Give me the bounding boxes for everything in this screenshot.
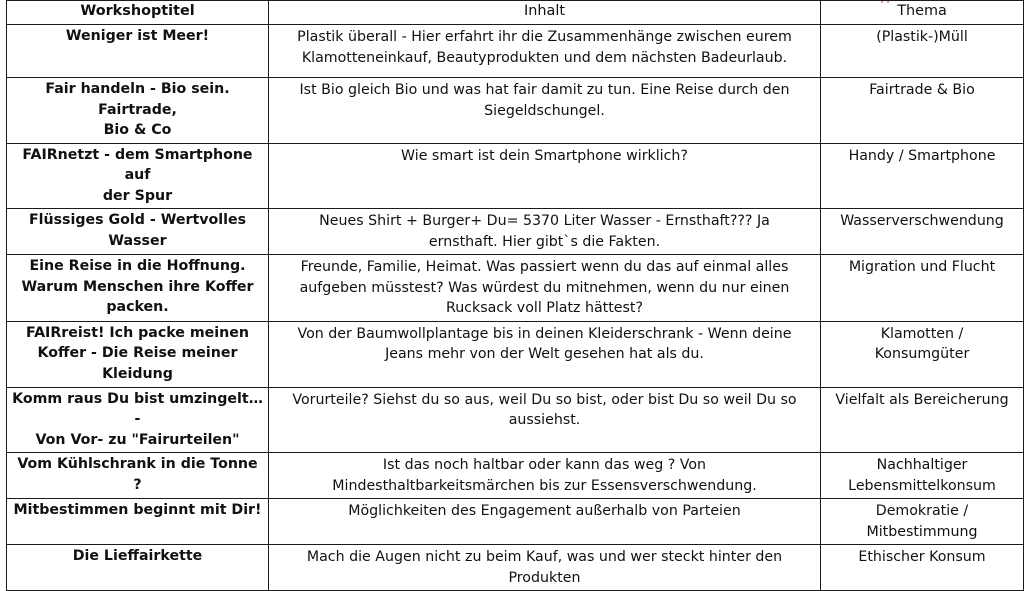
workshop-topic: Wasserverschwendung: [821, 209, 1024, 255]
workshop-content: Freunde, Familie, Heimat. Was passiert wenn du das auf einmal alles aufgeben müsstest? Was würdest du mitnehmen, wenn du nur einen Rucksack voll Platz hättest?: [269, 255, 821, 322]
workshop-title: Weniger ist Meer!: [7, 25, 269, 78]
workshop-title: Eine Reise in die Hoffnung. Warum Menschen ihre Koffer packen.: [7, 255, 269, 322]
workshop-topic: Vielfalt als Bereicherung: [821, 387, 1024, 453]
table-row: [7, 453, 1024, 499]
workshop-table-container: [6, 0, 1023, 591]
table-row: [7, 143, 1024, 209]
workshop-content: Plastik überall - Hier erfahrt ihr die Zusammenhänge zwischen eurem Klamotteneinkauf, Beautyprodukten und dem nächsten Badeurlaub.: [269, 25, 821, 78]
table-row: [7, 209, 1024, 255]
workshop-content: Mach die Augen nicht zu beim Kauf, was und wer steckt hinter den Produkten: [269, 545, 821, 591]
workshop-content: Ist Bio gleich Bio und was hat fair damit zu tun. Eine Reise durch den Siegeldschungel.: [269, 78, 821, 144]
workshop-topic: Nachhaltiger Lebensmittelkonsum: [821, 453, 1024, 499]
table-row: [7, 499, 1024, 545]
workshop-content: Vorurteile? Siehst du so aus, weil Du so bist, oder bist Du so weil Du so aussiehst.: [269, 387, 821, 453]
workshop-topic: (Plastik-)Müll: [821, 25, 1024, 78]
table-row: [7, 255, 1024, 322]
workshop-content: Ist das noch haltbar oder kann das weg ? Von Mindesthaltbarkeitsmärchen bis zur Essensverschwendung.: [269, 453, 821, 499]
header-row: [7, 1, 1024, 25]
workshop-content: Wie smart ist dein Smartphone wirklich?: [269, 143, 821, 209]
header-thema: Thema: [821, 1, 1024, 25]
workshop-topic: Migration und Flucht: [821, 255, 1024, 322]
workshop-content: Neues Shirt + Burger+ Du= 5370 Liter Wasser - Ernsthaft??? Ja ernsthaft. Hier gibt`s die Fakten.: [269, 209, 821, 255]
workshop-title: Mitbestimmen beginnt mit Dir!: [7, 499, 269, 545]
workshop-topic: Handy / Smartphone: [821, 143, 1024, 209]
table-row: [7, 545, 1024, 591]
workshop-title: Die Lieffairkette: [7, 545, 269, 591]
table-row: [7, 25, 1024, 78]
workshop-title: Flüssiges Gold - Wertvolles Wasser: [7, 209, 269, 255]
table-row: [7, 78, 1024, 144]
table-row: [7, 321, 1024, 387]
workshop-title: Fair handeln - Bio sein. Fairtrade, Bio & Co: [7, 78, 269, 144]
workshop-topic: Klamotten / Konsumgüter: [821, 321, 1024, 387]
workshop-content: Möglichkeiten des Engagement außerhalb von Parteien: [269, 499, 821, 545]
workshop-title: FAIRnetzt - dem Smartphone auf der Spur: [7, 143, 269, 209]
workshop-topic: Demokratie / Mitbestimmung: [821, 499, 1024, 545]
workshop-title: Komm raus Du bist umzingelt… - Von Vor- zu "Fairurteilen": [7, 387, 269, 453]
workshop-topic: Fairtrade & Bio: [821, 78, 1024, 144]
table-row: [7, 387, 1024, 453]
header-workshoptitel: Workshoptitel: [7, 1, 269, 25]
workshop-topic: Ethischer Konsum: [821, 545, 1024, 591]
workshop-table: [6, 0, 1024, 591]
workshop-content: Von der Baumwollplantage bis in deinen Kleiderschrank - Wenn deine Jeans mehr von der Welt gesehen hat als du.: [269, 321, 821, 387]
workshop-title: Vom Kühlschrank in die Tonne ?: [7, 453, 269, 499]
header-inhalt: Inhalt: [269, 1, 821, 25]
workshop-title: FAIRreist! Ich packe meinen Koffer - Die Reise meiner Kleidung: [7, 321, 269, 387]
